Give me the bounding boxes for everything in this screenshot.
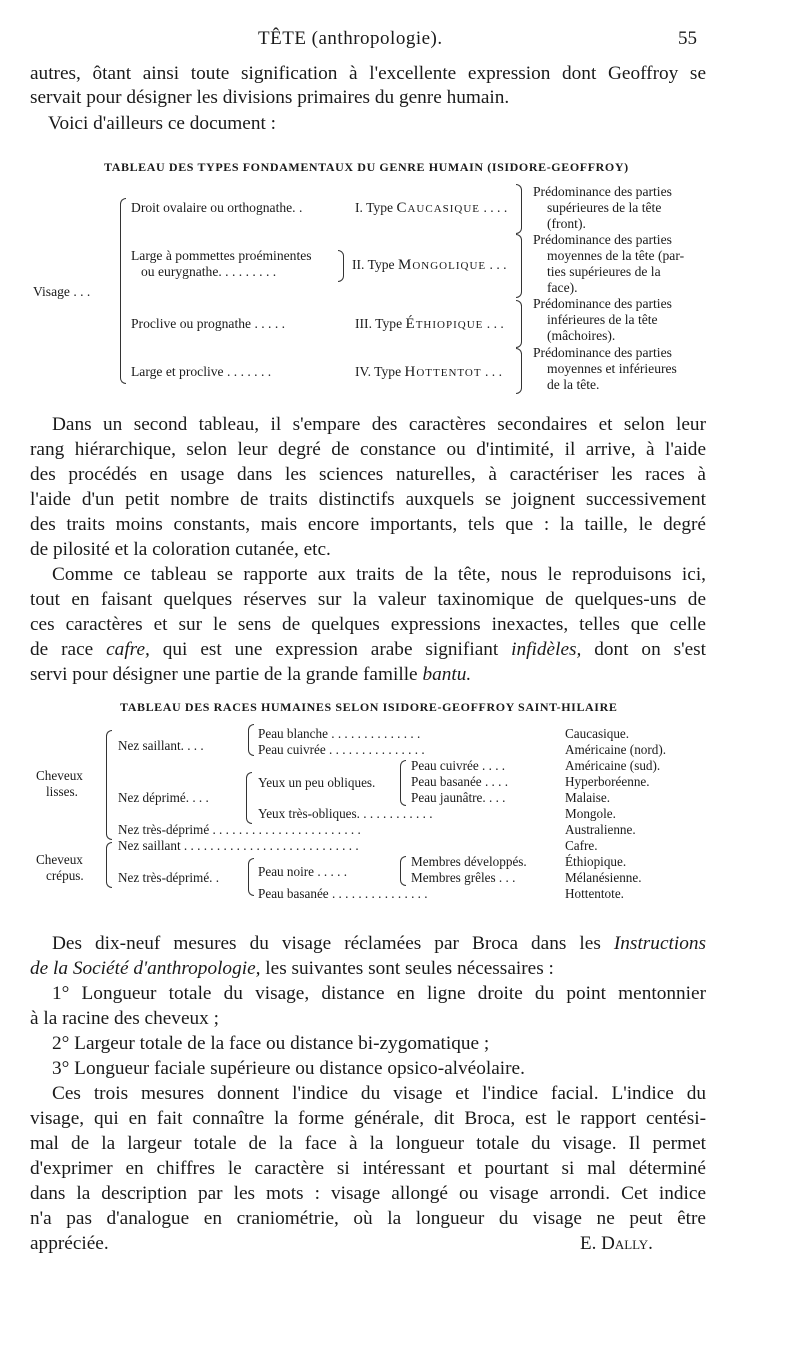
page-number: 55 bbox=[678, 28, 697, 49]
table2-race: Caucasique. bbox=[565, 726, 630, 741]
table2-race: Américaine (sud). bbox=[565, 758, 661, 773]
table2-race: Cafre. bbox=[565, 838, 598, 853]
table1-type: IV. Type Hottentot . . . bbox=[355, 364, 502, 380]
table1-desc: (mâchoires). bbox=[547, 328, 616, 343]
table1-desc: supérieures de la tête bbox=[547, 200, 662, 215]
table1-shape: Large à pommettes proéminentes bbox=[131, 248, 312, 263]
text-line: d'exprimer en chiffres le caractère si intéressant et pourtant si mal déterminé bbox=[30, 1158, 706, 1179]
table1-desc-brace bbox=[516, 184, 522, 234]
text-line: Comme ce tableau se rapporte aux traits de la tête, nous le reproduisons ici, bbox=[52, 564, 706, 585]
table2-nez: Nez saillant. . . . bbox=[118, 738, 204, 753]
table1-desc: Prédominance des parties bbox=[533, 184, 672, 199]
text-line: de race cafre, qui est une expression arabe signifiant infidèles, dont on s'est bbox=[30, 639, 707, 660]
text-line: visage, qui en fait connaître la forme générale, dit Broca, est le rapport centési- bbox=[30, 1108, 706, 1129]
table2-peau: Peau cuivrée . . . . bbox=[411, 758, 506, 773]
table2-race: Mélanésienne. bbox=[565, 870, 642, 885]
table2-race: Mongole. bbox=[565, 806, 616, 821]
table2-nez: Nez saillant . . . . . . . . . . . . . . . . . . . . . . . . . . . bbox=[118, 838, 359, 853]
text-line: des traits moins constants, mais encore importants, tels que : la taille, le degré bbox=[30, 514, 706, 535]
text-line: Voici d'ailleurs ce document : bbox=[48, 113, 277, 134]
table2-race: Australienne. bbox=[565, 822, 636, 837]
text-line: dans la description par les mots : visage allongé ou visage arrondi. Cet indice bbox=[30, 1183, 706, 1204]
table2-race: Hyperboréenne. bbox=[565, 774, 650, 789]
table2-peau: Peau blanche . . . . . . . . . . . . . . bbox=[258, 726, 421, 741]
text-line: servait pour désigner les divisions primaires du genre humain. bbox=[30, 87, 510, 108]
text-line: servi pour désigner une partie de la grande famille bantu. bbox=[30, 664, 472, 685]
text-line: de la Société d'anthropologie, les suivantes sont seules nécessaires : bbox=[30, 958, 554, 979]
table1-shape-brace bbox=[338, 250, 344, 282]
table2-membres: Membres grêles . . . bbox=[411, 870, 516, 885]
table1-shape: Large et proclive . . . . . . . bbox=[131, 364, 272, 379]
table2-crepus-label: crépus. bbox=[46, 868, 84, 883]
table2-brace bbox=[248, 724, 254, 756]
text-line: l'aide d'un petit nombre de traits distinctifs auxquels se joignent successivement bbox=[30, 489, 706, 510]
text-line: mal de la largeur totale de la face à la longueur totale du visage. Il permet bbox=[30, 1133, 706, 1154]
text-line: 2° Largeur totale de la face ou distance bi-zygomatique ; bbox=[52, 1033, 490, 1054]
table1-desc: moyennes de la tête (par- bbox=[547, 248, 685, 263]
table2-race: Malaise. bbox=[565, 790, 611, 805]
text-line: appréciée. bbox=[30, 1233, 109, 1254]
table1-desc: ties supérieures de la bbox=[547, 264, 661, 279]
table1-desc-brace bbox=[516, 234, 522, 298]
table2-peau: Peau jaunâtre. . . . bbox=[411, 790, 506, 805]
table2-lisses-brace bbox=[106, 730, 112, 840]
table1-desc-brace bbox=[516, 300, 522, 348]
table1-type: I. Type Caucasique . . . . bbox=[355, 200, 508, 216]
text-line: de pilosité et la coloration cutanée, etc. bbox=[30, 539, 331, 560]
table2-brace bbox=[248, 858, 254, 896]
text-line: n'a pas d'analogue en craniométrie, où la longueur du visage ne peut être bbox=[30, 1208, 706, 1229]
table1-desc: moyennes et inférieures bbox=[547, 361, 677, 376]
table1-shape: Proclive ou prognathe . . . . . bbox=[131, 316, 286, 331]
text-line: à la racine des cheveux ; bbox=[30, 1008, 219, 1029]
table2-lisses-label: Cheveux bbox=[36, 768, 83, 783]
table1-type: III. Type Éthiopique . . . bbox=[355, 316, 504, 332]
text-line: Des dix-neuf mesures du visage réclamées par Broca dans les Instructions bbox=[52, 933, 706, 954]
table2-peau: Peau basanée . . . . bbox=[411, 774, 509, 789]
text-line: ces caractères et sur le sens de quelques expressions inexactes, telles que celle bbox=[30, 614, 706, 635]
page-header bbox=[0, 28, 800, 52]
table1-desc: (front). bbox=[547, 216, 586, 231]
table1-desc: de la tête. bbox=[547, 377, 600, 392]
table1-desc-brace bbox=[516, 348, 522, 394]
running-title: TÊTE (anthropologie). bbox=[258, 28, 443, 49]
table1-group-label: Visage . . . bbox=[33, 284, 91, 299]
table1-desc: Prédominance des parties bbox=[533, 296, 672, 311]
table1-desc: face). bbox=[547, 280, 578, 295]
table2-lisses-label: lisses. bbox=[46, 784, 78, 799]
table2-race: Hottentote. bbox=[565, 886, 624, 901]
text-line: Ces trois mesures donnent l'indice du visage et l'indice facial. L'indice du bbox=[52, 1083, 706, 1104]
table2-peau: Peau noire . . . . . bbox=[258, 864, 347, 879]
table1-group-brace bbox=[120, 198, 126, 384]
signature: E. Dally. bbox=[580, 1233, 653, 1254]
table1-desc: Prédominance des parties bbox=[533, 345, 672, 360]
table2-race: Américaine (nord). bbox=[565, 742, 667, 757]
table2-title: TABLEAU DES RACES HUMAINES SELON ISIDORE-GEOFFROY SAINT-HILAIRE bbox=[120, 700, 618, 714]
table2-crepus-brace bbox=[106, 842, 112, 888]
table1-shape: Droit ovalaire ou orthognathe. . bbox=[131, 200, 303, 215]
text-line: tout en faisant quelques réserves sur la valeur taxinomique de quelques-uns de bbox=[30, 589, 706, 610]
table2-peau: Peau cuivrée . . . . . . . . . . . . . . . bbox=[258, 742, 425, 757]
text-line: 3° Longueur faciale supérieure ou distance opsico-alvéolaire. bbox=[52, 1058, 525, 1079]
table1-desc: inférieures de la tête bbox=[547, 312, 658, 327]
table2-race: Éthiopique. bbox=[565, 854, 627, 869]
text-line: rang hiérarchique, selon leur degré de constance ou d'intimité, il arrive, à l'aide bbox=[30, 439, 706, 460]
table1-shape: ou eurygnathe. . . . . . . . . bbox=[141, 264, 277, 279]
table2-nez: Nez très-déprimé. . bbox=[118, 870, 220, 885]
table2-brace bbox=[400, 760, 406, 806]
table2-nez: Nez déprimé. . . . bbox=[118, 790, 209, 805]
table2-yeux: Yeux un peu obliques. bbox=[258, 775, 376, 790]
table2-crepus-label: Cheveux bbox=[36, 852, 83, 867]
text-line: Dans un second tableau, il s'empare des caractères secondaires et selon leur bbox=[52, 414, 706, 435]
table1-desc: Prédominance des parties bbox=[533, 232, 672, 247]
table2-brace bbox=[400, 856, 406, 886]
table1-title: TABLEAU DES TYPES FONDAMENTAUX DU GENRE HUMAIN (ISIDORE-GEOFFROY) bbox=[104, 160, 629, 174]
table1-type: II. Type Mongolique . . . bbox=[352, 257, 507, 273]
table2-brace bbox=[246, 772, 252, 824]
table2-membres: Membres développés. bbox=[411, 854, 527, 869]
table2-nez: Nez très-déprimé . . . . . . . . . . . . . . . . . . . . . . . bbox=[118, 822, 361, 837]
text-line: des procédés en usage dans les sciences naturelles, à caractériser les races à bbox=[30, 464, 706, 485]
text-line: autres, ôtant ainsi toute signification à l'excellente expression dont Geoffroy se bbox=[30, 63, 706, 84]
table2-peau: Peau basanée . . . . . . . . . . . . . . . bbox=[258, 886, 428, 901]
text-line: 1° Longueur totale du visage, distance en ligne droite du point mentonnier bbox=[52, 983, 706, 1004]
table2-yeux: Yeux très-obliques. . . . . . . . . . . . bbox=[258, 806, 433, 821]
